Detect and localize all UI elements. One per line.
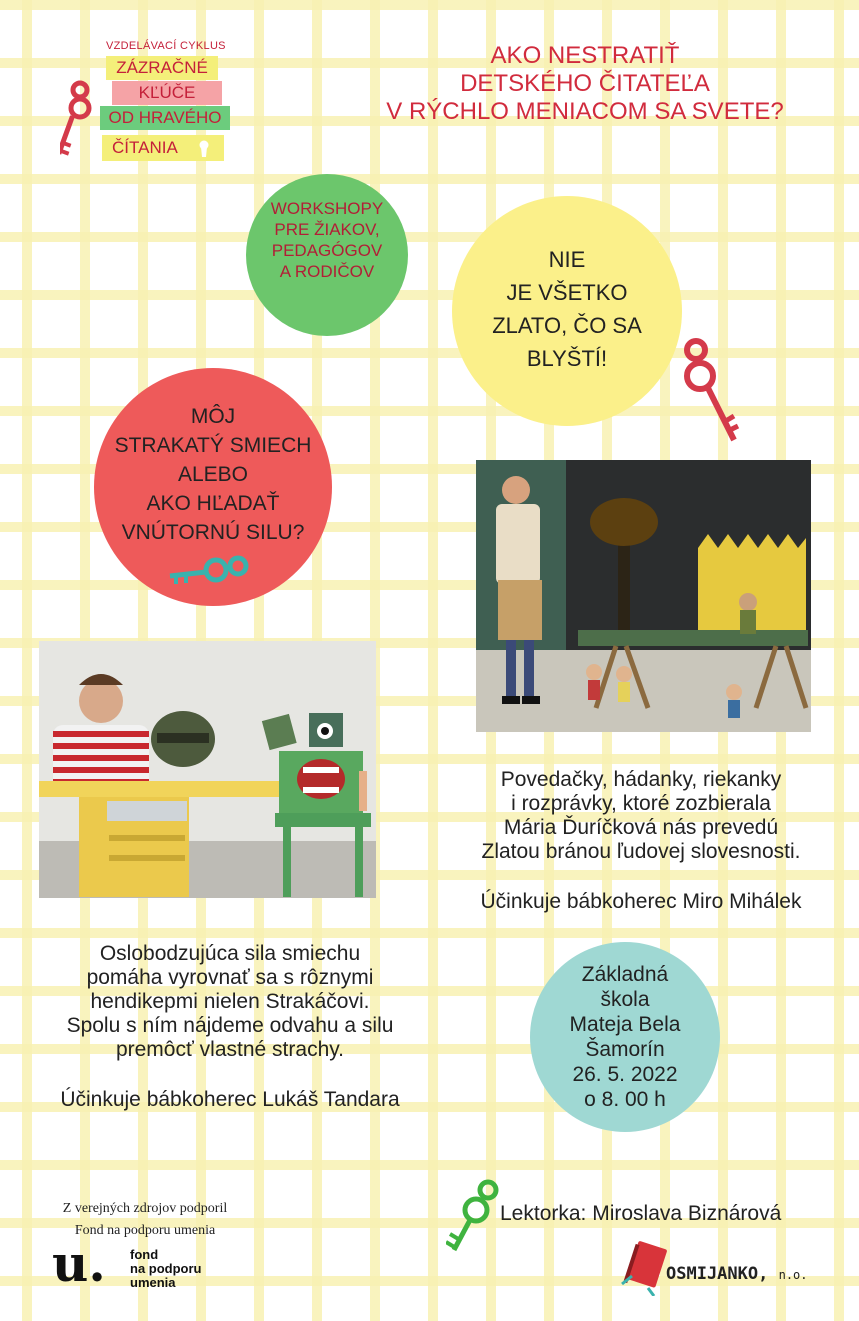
fpu-logo-mark: u. (52, 1234, 106, 1293)
logo-key-icon (60, 80, 100, 162)
venue-line: o 8. 00 h (584, 1088, 666, 1111)
right-performer: Účinkuje bábkoherec Miro Mihálek (480, 890, 802, 913)
workshops-line: PRE ŽIAKOV, (274, 220, 380, 239)
osmijanko-title: OSMIJANKO, (666, 1264, 769, 1284)
workshops-line: WORKSHOPY (270, 199, 384, 218)
book-icon (618, 1240, 668, 1296)
workshops-line: A RODIČOV (279, 262, 375, 281)
smile-line: AKO HĽADAŤ (146, 491, 280, 515)
headline-line-3: V RÝCHLO MENIACOM SA SVETE? (386, 98, 784, 125)
venue-circle (530, 942, 720, 1132)
support-line-1: Z verejných zdrojov podporil (62, 1201, 228, 1216)
venue-line: škola (600, 988, 650, 1011)
fpu-logo-text-line: umenia (130, 1275, 176, 1290)
venue-line: 26. 5. 2022 (572, 1063, 678, 1086)
right-description-line: Zlatou bránou ľudovej slovesnosti. (481, 840, 801, 863)
logo-kicker: VZDELÁVACÍ CYKLUS (106, 40, 226, 52)
right-description-line: Povedačky, hádanky, riekanky (500, 768, 782, 791)
strakac-photo (39, 641, 376, 898)
smile-line: ALEBO (177, 462, 249, 486)
support-line-2: Fond na podporu umenia (74, 1223, 216, 1238)
headline-line-1: AKO NESTRATIŤ (490, 42, 680, 69)
green-key-icon (446, 1178, 506, 1254)
headline-line-2: DETSKÉHO ČITATEĽA (460, 70, 710, 97)
right-description-line: i rozprávky, ktoré zozbierala (511, 792, 771, 815)
gold-line: BLYŠTÍ! (526, 346, 608, 371)
teal-key-icon (166, 550, 252, 586)
gold-line: NIE (548, 247, 586, 272)
osmijanko-logo (618, 1240, 818, 1300)
right-description (456, 768, 826, 914)
fpu-logo-text (130, 1248, 202, 1290)
logo-line-1: ZÁZRAČNÉ (106, 56, 218, 80)
left-description-line: premôcť vlastné strachy. (115, 1038, 345, 1061)
series-logo (60, 38, 240, 168)
logo-line-4: ČÍTANIA (102, 135, 224, 161)
smile-line: MÔJ (190, 404, 236, 428)
venue-text (570, 962, 681, 1112)
smile-text (115, 402, 312, 547)
fpu-logo (52, 1234, 222, 1296)
strakac-illustration (39, 641, 376, 898)
fpu-logo-text-line: na podporu (130, 1261, 202, 1276)
lecturer: Lektorka: Miroslava Biznárová (500, 1202, 782, 1225)
left-description-line: Spolu s ním nájdeme odvahu a silu (66, 1014, 394, 1037)
gold-line: ZLATO, ČO SA (492, 313, 642, 338)
puppet-show-illustration (476, 460, 811, 732)
gold-text (492, 243, 642, 375)
smile-line: STRAKATÝ SMIECH (114, 433, 312, 457)
workshops-text (271, 198, 383, 282)
logo-line-2: KĽÚČE (112, 81, 222, 105)
right-description-line: Mária Ďuríčková nás prevedú (503, 816, 779, 839)
left-description-line: pomáha vyrovnať sa s rôznymi (86, 966, 374, 989)
puppet-show-photo (476, 460, 811, 732)
workshops-line: PEDAGÓGOV (271, 241, 383, 260)
red-key-icon (676, 336, 742, 446)
venue-line: Základná (581, 963, 669, 986)
fpu-logo-text-line: fond (130, 1247, 159, 1262)
workshops-circle (246, 174, 408, 336)
left-description (20, 942, 440, 1112)
left-description-line: Oslobodzujúca sila smiechu (99, 942, 361, 965)
gold-circle (452, 196, 682, 426)
venue-line: Šamorín (585, 1038, 665, 1061)
osmijanko-suffix: n.o. (778, 1268, 808, 1282)
logo-line-3: OD HRAVÉHO (100, 106, 230, 130)
gold-line: JE VŠETKO (506, 280, 628, 305)
left-description-line: hendikepmi nielen Strakáčovi. (90, 990, 370, 1013)
headline (350, 42, 820, 126)
left-performer: Účinkuje bábkoherec Lukáš Tandara (60, 1088, 400, 1111)
venue-line: Mateja Bela (569, 1013, 681, 1036)
smile-line: VNÚTORNÚ SILU? (121, 520, 305, 544)
logo-keyhole-icon (197, 140, 211, 158)
osmijanko-name (666, 1264, 808, 1284)
